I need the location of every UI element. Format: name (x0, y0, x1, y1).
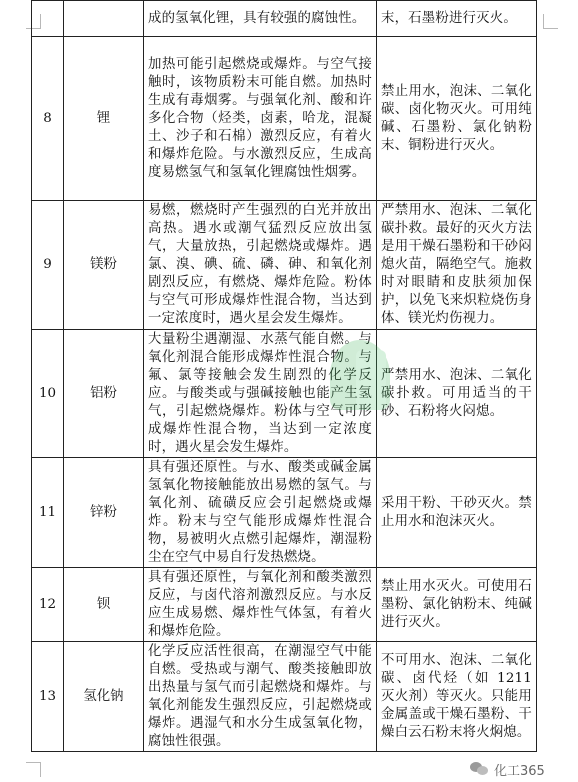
substance-name: 铝粉 (64, 330, 144, 458)
row-number: 11 (32, 458, 64, 568)
substance-name: 钡 (64, 568, 144, 642)
substance-name: 锂 (64, 37, 144, 201)
hazard-description: 加热可能引起燃烧或爆炸。与空气接触时，该物质粉末可能自燃。加热时生成有毒烟雾。与强氧化剂、酸和许多化合物（烃类，卤素，哈龙，混凝土、沙子和石棉）激烈反应，有着火和爆炸危险。与水激烈反应，生成高度易燃氢气和氢氧化锂腐蚀性烟雾。 (144, 37, 377, 201)
table-row (32, 37, 537, 201)
firefighting-method: 末，石墨粉进行灭火。 (377, 1, 537, 37)
hazard-table (31, 0, 537, 752)
firefighting-method: 采用干粉、干砂灭火。禁止用水和泡沫灭火。 (377, 458, 537, 568)
brand-label: 化工365 (494, 763, 545, 779)
row-number (32, 1, 64, 37)
table-row (32, 201, 537, 330)
hazard-description: 具有强还原性。与水、酸类或碱金属氢氧化物接触能放出易燃的氢气。与氧化剂、硫磺反应会引起燃烧或爆炸。粉末与空气能形成爆炸性混合物，易被明火点燃引起爆炸，潮湿粉尘在空气中易自行发热燃烧。 (144, 458, 377, 568)
firefighting-method: 严禁用水、泡沫、二氧化碳扑救。可用适当的干砂、石粉将火闷熄。 (377, 330, 537, 458)
firefighting-method: 严禁用水、泡沫、二氧化碳扑救。最好的灭火方法是用干燥石墨粉和干砂闷熄火苗，隔绝空气。施救时对眼睛和皮肤须加保护，以免飞来炽粒烧伤身体、镁光灼伤视力。 (377, 201, 537, 330)
table-row (32, 458, 537, 568)
table-row (32, 642, 537, 752)
hazard-description: 成的氢氧化锂，具有较强的腐蚀性。 (144, 1, 377, 37)
hazard-description: 化学反应活性很高，在潮湿空气中能自燃。受热或与潮气、酸类接触即放出热量与氢气而引起燃烧和爆炸。与氧化剂能发生强烈反应，引起燃烧或爆炸。遇湿气和水分生成氢氧化物，腐蚀性很强。 (144, 642, 377, 752)
substance-name (64, 1, 144, 37)
row-number: 8 (32, 37, 64, 201)
firefighting-method: 禁止用水，泡沫、二氧化碳、卤化物灭火。可用纯碱、石墨粉、氯化钠粉末、铜粉进行灭火。 (377, 37, 537, 201)
substance-name: 氢化钠 (64, 642, 144, 752)
brand-watermark (470, 758, 545, 780)
row-number: 13 (32, 642, 64, 752)
firefighting-method: 不可用水、泡沫、二氧化碳、卤代烃（如 1211 灭火剂）等灭火。只能用金属盖或干燥石墨粉、干燥白云石粉末将火焖熄。 (377, 642, 537, 752)
wechat-icon (470, 761, 490, 777)
row-number: 10 (32, 330, 64, 458)
row-number: 12 (32, 568, 64, 642)
substance-name: 锌粉 (64, 458, 144, 568)
page-corner-mark (543, 14, 558, 29)
row-number: 9 (32, 201, 64, 330)
table-row (32, 330, 537, 458)
page-corner-mark (26, 762, 41, 777)
hazard-description: 大量粉尘遇潮湿、水蒸气能自燃。与氧化剂混合能形成爆炸性混合物。与氟、氯等接触会发生剧烈的化学反应。与酸类或与强碱接触也能产生氢气，引起燃烧爆炸。粉体与空气可形成爆炸性混合物，当达到一定浓度时，遇火星会发生爆炸。 (144, 330, 377, 458)
hazard-description: 易燃，燃烧时产生强烈的白光并放出高热。遇水或潮气猛烈反应放出氢气，大量放热，引起燃烧或爆炸。遇氯、溴、碘、硫、磷、砷、和氧化剂剧烈反应，有燃烧、爆炸危险。粉体与空气可形成爆炸性混合物，当达到一定浓度时，遇火星会发生爆炸。 (144, 201, 377, 330)
hazard-description: 具有强还原性，与氧化剂和酸类激烈反应，与卤代溶剂激烈反应。与水反应生成易燃、爆炸性气体氢，有着火和爆炸危险。 (144, 568, 377, 642)
firefighting-method: 禁止用水灭火。可使用石墨粉、氯化钠粉末、纯碱进行灭火。 (377, 568, 537, 642)
table-row (32, 1, 537, 37)
table-row (32, 568, 537, 642)
substance-name: 镁粉 (64, 201, 144, 330)
